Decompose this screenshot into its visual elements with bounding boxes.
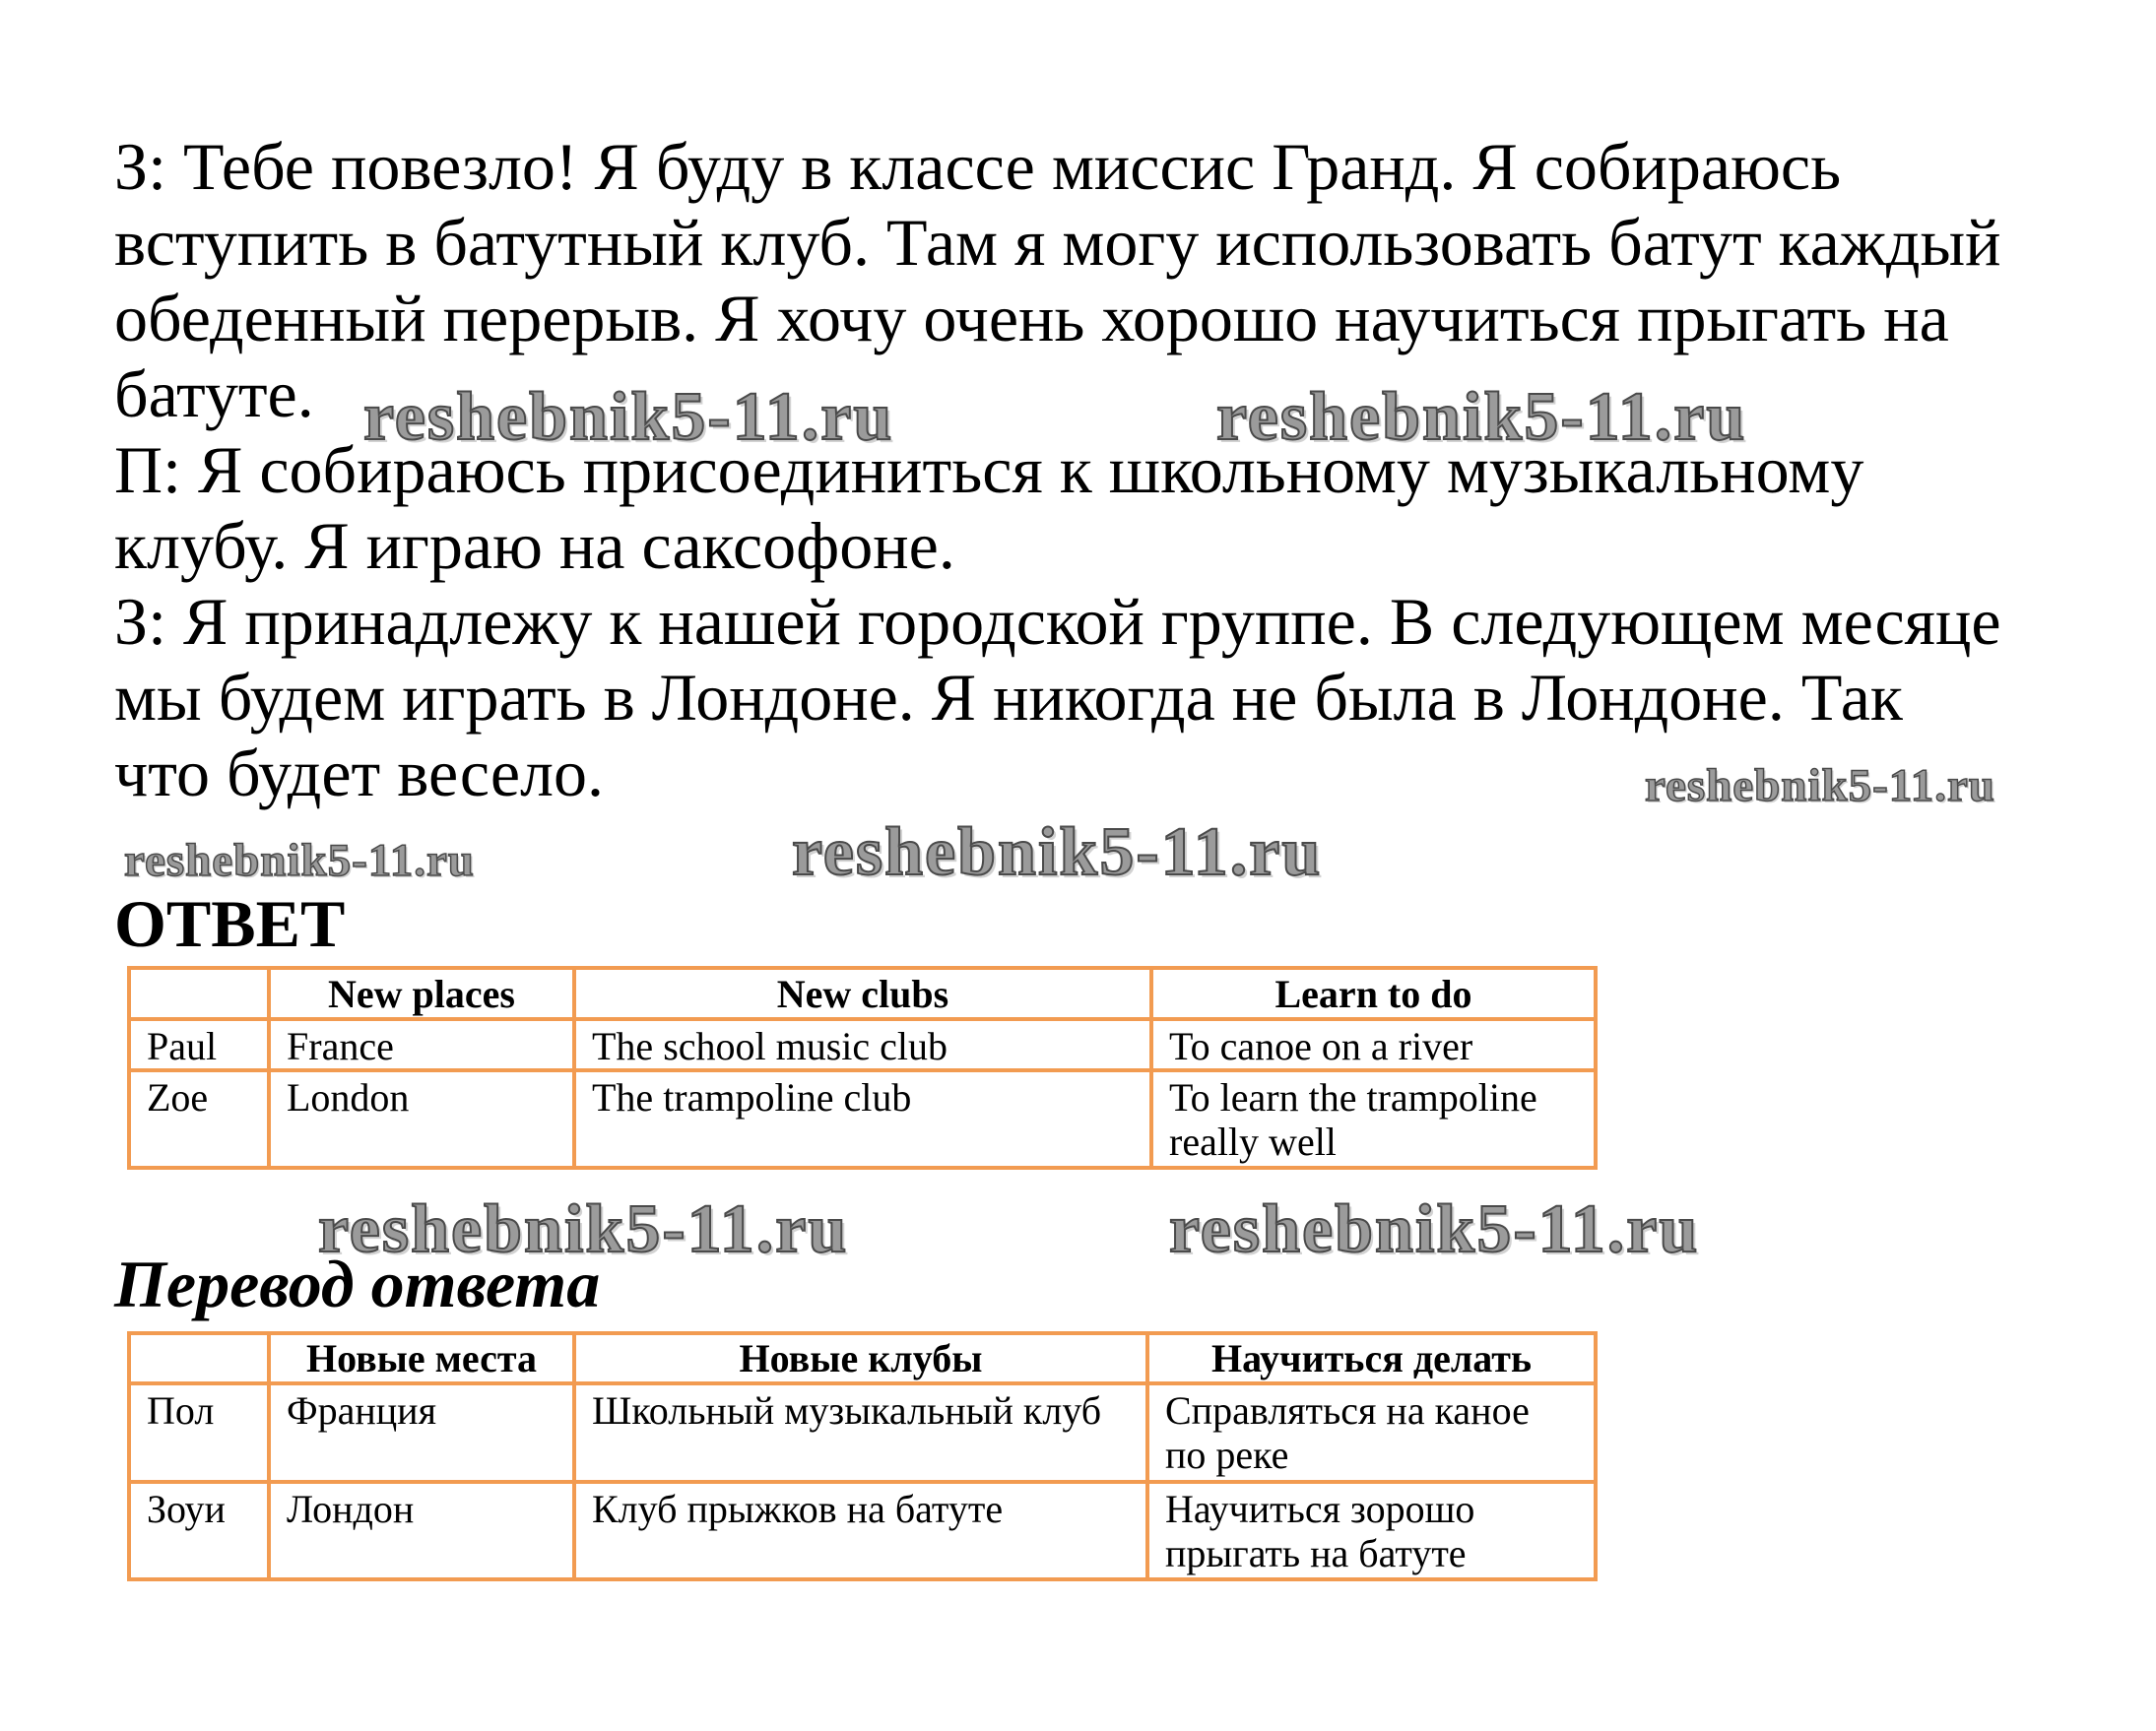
dialogue-line: клубу. Я играю на саксофоне. <box>114 508 955 583</box>
cell-learn <box>1147 1482 1596 1579</box>
cell-line: The trampoline club <box>592 1075 912 1120</box>
cell-line: по реке <box>1165 1433 1289 1477</box>
header-cell-empty <box>129 1333 269 1383</box>
dialogue-line: П: Я собираюсь присоединиться к школьному музыкальному <box>114 432 1864 507</box>
cell-line: Франция <box>287 1388 436 1433</box>
cell-line: Школьный музыкальный клуб <box>592 1388 1102 1433</box>
watermark: reshebnik5-11.ru <box>792 814 1323 890</box>
cell-club <box>574 1019 1151 1070</box>
cell-club <box>574 1482 1147 1579</box>
cell-line: France <box>287 1024 394 1068</box>
cell-line: Zoe <box>147 1075 209 1120</box>
cell-line: really well <box>1169 1120 1337 1164</box>
header-learn-to-do-ru: Научиться делать <box>1147 1333 1596 1383</box>
paragraph-zoe-band <box>114 584 2001 811</box>
cell-line: Зоуи <box>147 1487 226 1531</box>
cell-line: To learn the trampoline <box>1169 1075 1537 1120</box>
cell-club <box>574 1070 1151 1168</box>
cell-place <box>269 1070 574 1168</box>
cell-name <box>129 1482 269 1579</box>
translation-heading: Перевод ответа <box>114 1247 601 1321</box>
table-row <box>129 1383 1596 1482</box>
watermark: reshebnik5-11.ru <box>318 1191 849 1267</box>
cell-place <box>269 1019 574 1070</box>
dialogue-line: обеденный перерыв. Я хочу очень хорошо научиться прыгать на <box>114 281 1949 355</box>
answer-heading: ОТВЕТ <box>114 886 346 961</box>
cell-line: Пол <box>147 1388 215 1433</box>
dialogue-line: мы будем играть в Лондоне. Я никогда не была в Лондоне. Так <box>114 660 1903 735</box>
dialogue-text <box>114 129 2001 811</box>
header-new-clubs-ru: Новые клубы <box>574 1333 1147 1383</box>
cell-line: Научиться зорошо <box>1165 1487 1475 1531</box>
table-header-row <box>129 968 1596 1019</box>
cell-line: Справляться на каное <box>1165 1388 1530 1433</box>
answer-table <box>127 966 1598 1170</box>
dialogue-line: вступить в батутный клуб. Там я могу использовать батут каждый <box>114 205 2001 280</box>
watermark: reshebnik5-11.ru <box>1169 1191 1700 1267</box>
cell-line: Paul <box>147 1024 218 1068</box>
translation-table <box>127 1331 1598 1581</box>
cell-learn <box>1147 1383 1596 1482</box>
cell-line: Лондон <box>287 1487 415 1531</box>
cell-line: London <box>287 1075 410 1120</box>
cell-learn <box>1151 1019 1596 1070</box>
cell-line: The school music club <box>592 1024 948 1068</box>
header-new-places: New places <box>269 968 574 1019</box>
cell-place <box>269 1383 574 1482</box>
dialogue-line: батуте. <box>114 356 314 431</box>
dialogue-line: З: Я принадлежу к нашей городской группе. В следующем месяце <box>114 584 2001 659</box>
cell-club <box>574 1383 1147 1482</box>
header-cell-empty <box>129 968 269 1019</box>
cell-name <box>129 1019 269 1070</box>
watermark: reshebnik5-11.ru <box>1645 760 1995 811</box>
header-new-places-ru: Новые места <box>269 1333 574 1383</box>
table-row <box>129 1019 1596 1070</box>
watermark: reshebnik5-11.ru <box>124 835 475 886</box>
watermark: reshebnik5-11.ru <box>1216 379 1747 455</box>
cell-line: To canoe on a river <box>1169 1024 1473 1068</box>
paragraph-zoe-trampoline <box>114 129 2001 432</box>
table-header-row <box>129 1333 1596 1383</box>
cell-name <box>129 1070 269 1168</box>
dialogue-line: З: Тебе повезло! Я буду в классе миссис Гранд. Я собираюсь <box>114 129 1842 204</box>
cell-name <box>129 1383 269 1482</box>
cell-line: прыгать на батуте <box>1165 1531 1467 1575</box>
table-row <box>129 1482 1596 1579</box>
watermark: reshebnik5-11.ru <box>363 379 894 455</box>
cell-learn <box>1151 1070 1596 1168</box>
dialogue-line: что будет весело. <box>114 736 604 810</box>
cell-place <box>269 1482 574 1579</box>
header-new-clubs: New clubs <box>574 968 1151 1019</box>
header-learn-to-do: Learn to do <box>1151 968 1596 1019</box>
cell-line: Клуб прыжков на батуте <box>592 1487 1004 1531</box>
table-row <box>129 1070 1596 1168</box>
paragraph-paul-music <box>114 432 2001 584</box>
